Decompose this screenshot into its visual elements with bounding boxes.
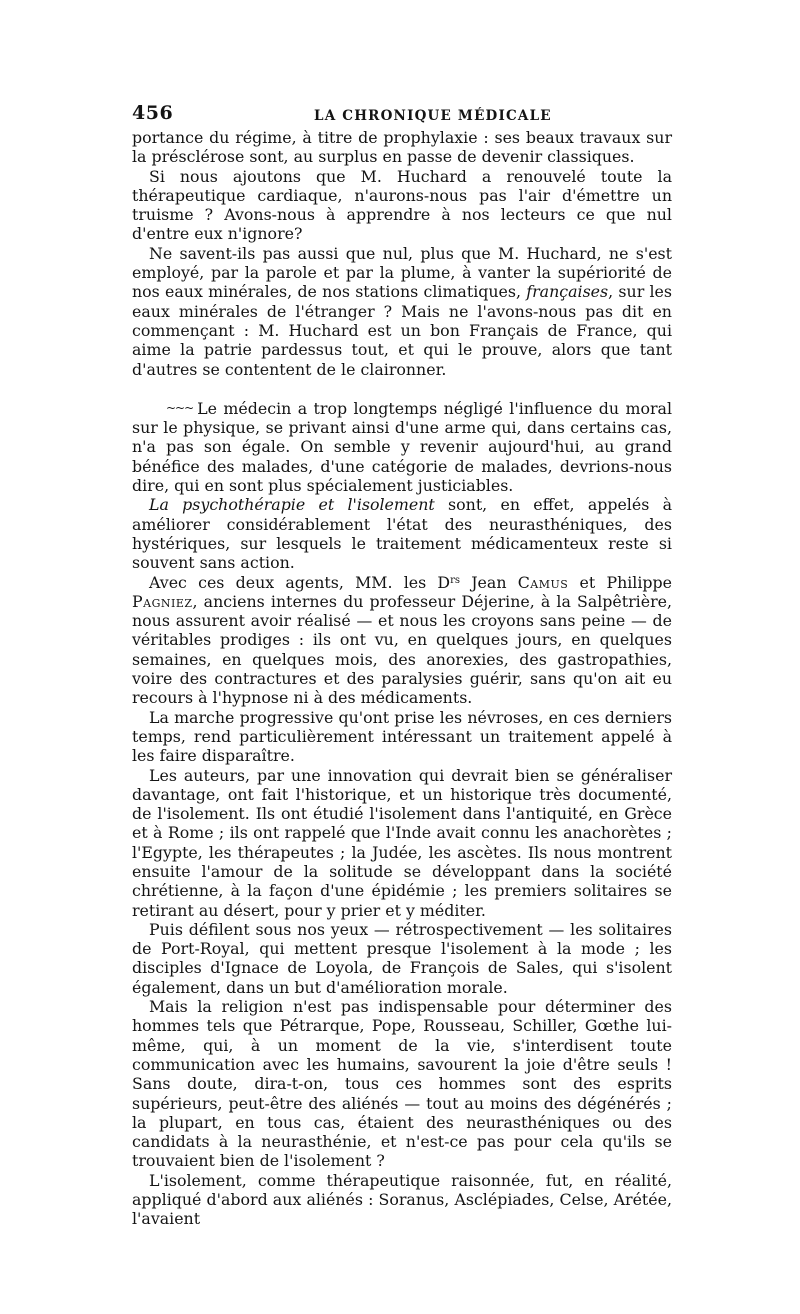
- running-title: LA CHRONIQUE MÉDICALE: [314, 108, 552, 124]
- paragraph: [132, 244, 672, 379]
- section-marker: ~~~: [166, 400, 194, 415]
- paragraph: [132, 573, 672, 708]
- page-header: [132, 100, 672, 128]
- paragraph-text: Jean: [460, 572, 518, 592]
- author-name: Pagniez: [132, 591, 193, 611]
- paragraph-text: , anciens internes du professeur Déjerine, à la Salpêtrière, nous assurent avoir réalisé — et nous les croyons sans peine — de véritables prodiges : ils ont vu, en quelques jours, en quelques semaines, en quelques mois, des anorexies, des gastropathies, voire des contractures et des paralysies guérir, sans qu'on ait eu recours à l'hypnose ni à des médicaments.: [132, 591, 672, 708]
- paragraph-text: Avec ces deux agents, MM. les D: [149, 572, 451, 592]
- author-name: Camus: [517, 572, 569, 592]
- paragraph: [132, 399, 672, 495]
- paragraph-text: , sur les eaux minérales de l'étranger ? Mais ne l'avons-nous pas dit en commençant : M. Huchard est un bon Français de France, qui aime la patrie pardessus tout, et qui le prouve, alors que tant d'autres se contentent de le claironner.: [132, 282, 672, 379]
- paragraph-text: et Philippe: [568, 572, 672, 592]
- paragraph: La marche progressive qu'ont prise les névroses, en ces derniers temps, rend particulièrement intéressant un traitement appelé à les faire disparaître.: [132, 707, 672, 766]
- body-text: [132, 128, 672, 1229]
- paragraph-text: Ne savent-ils pas aussi que nul, plus que M. Huchard, ne s'est employé, par la parole et par la plume, à vanter la supériorité de nos eaux minérales, de nos stations climatiques,: [132, 243, 672, 302]
- paragraph: Mais la religion n'est pas indispensable pour déterminer des hommes tels que Pétrarque, Pope, Rousseau, Schiller, Gœthe lui-même, qui, à un moment de la vie, s'interdisent toute communication avec les humains, savourent la joie d'être seuls ! Sans doute, dira-t-on, tous ces hommes sont des esprits supérieurs, peut-être des aliénés — tout au moins des dégénérés ; la plupart, en tous cas, étaient des neurasthéniques ou des candidats à la neurasthénie, et n'est-ce pas pour cela qu'ils se trouvaient bien de l'isolement ?: [132, 997, 672, 1171]
- paragraph-text: Le médecin a trop longtemps négligé l'influence du moral sur le physique, se privant ainsi d'une arme qui, dans certains cas, n'a pas son égale. On semble y revenir aujourd'hui, au grand bénéfice des malades, d'une catégorie de malades, devrions-nous dire, qui en sont plus spécialement justiciables.: [132, 398, 672, 496]
- italic-text: La psychothérapie et l'isolement: [149, 495, 435, 515]
- italic-text: françaises: [526, 282, 609, 302]
- paragraph: Puis défilent sous nos yeux — rétrospectivement — les solitaires de Port-Royal, qui mettent presque l'isolement à la mode ; les disciples d'Ignace de Loyola, de François de Sales, qui s'isolent également, dans un but d'amélioration morale.: [132, 919, 672, 997]
- paragraph-text: sont, en effet, appelés à améliorer considérablement l'état des neurasthéniques, des hystériques, sur lesquels le traitement médicamenteux reste si souvent sans action.: [132, 495, 673, 573]
- paragraph: L'isolement, comme thérapeutique raisonnée, fut, en réalité, appliqué d'abord aux aliénés : Soranus, Asclépiades, Celse, Arétée, l'avaient: [132, 1170, 672, 1229]
- paragraph: [132, 495, 672, 572]
- paragraph: Si nous ajoutons que M. Huchard a renouvelé toute la thérapeutique cardiaque, n'aurons-nous pas l'air d'émettre un truisme ? Avons-nous à apprendre à nos lecteurs ce que nul d'entre eux n'ignore?: [132, 166, 672, 244]
- section-divider: [132, 379, 672, 399]
- page-number: 456: [132, 102, 174, 124]
- document-page: [132, 100, 672, 1229]
- superscript: rs: [450, 574, 461, 586]
- paragraph: portance du régime, à titre de prophylaxie : ses beaux travaux sur la présclérose sont, au surplus en passe de devenir classiques.: [132, 128, 672, 167]
- paragraph: Les auteurs, par une innovation qui devrait bien se généraliser davantage, ont fait l'historique, et un historique très documenté, de l'isolement. Ils ont étudié l'isolement dans l'antiquité, en Grèce et à Rome ; ils ont rappelé que l'Inde avait connu les anachorètes ; l'Egypte, les thérapeutes ; la Judée, les ascètes. Ils nous montrent ensuite l'amour de la solitude se développant dans la société chrétienne, à la façon d'une épidémie ; les premiers solitaires se retirant au désert, pour y prier et y méditer.: [132, 765, 672, 920]
